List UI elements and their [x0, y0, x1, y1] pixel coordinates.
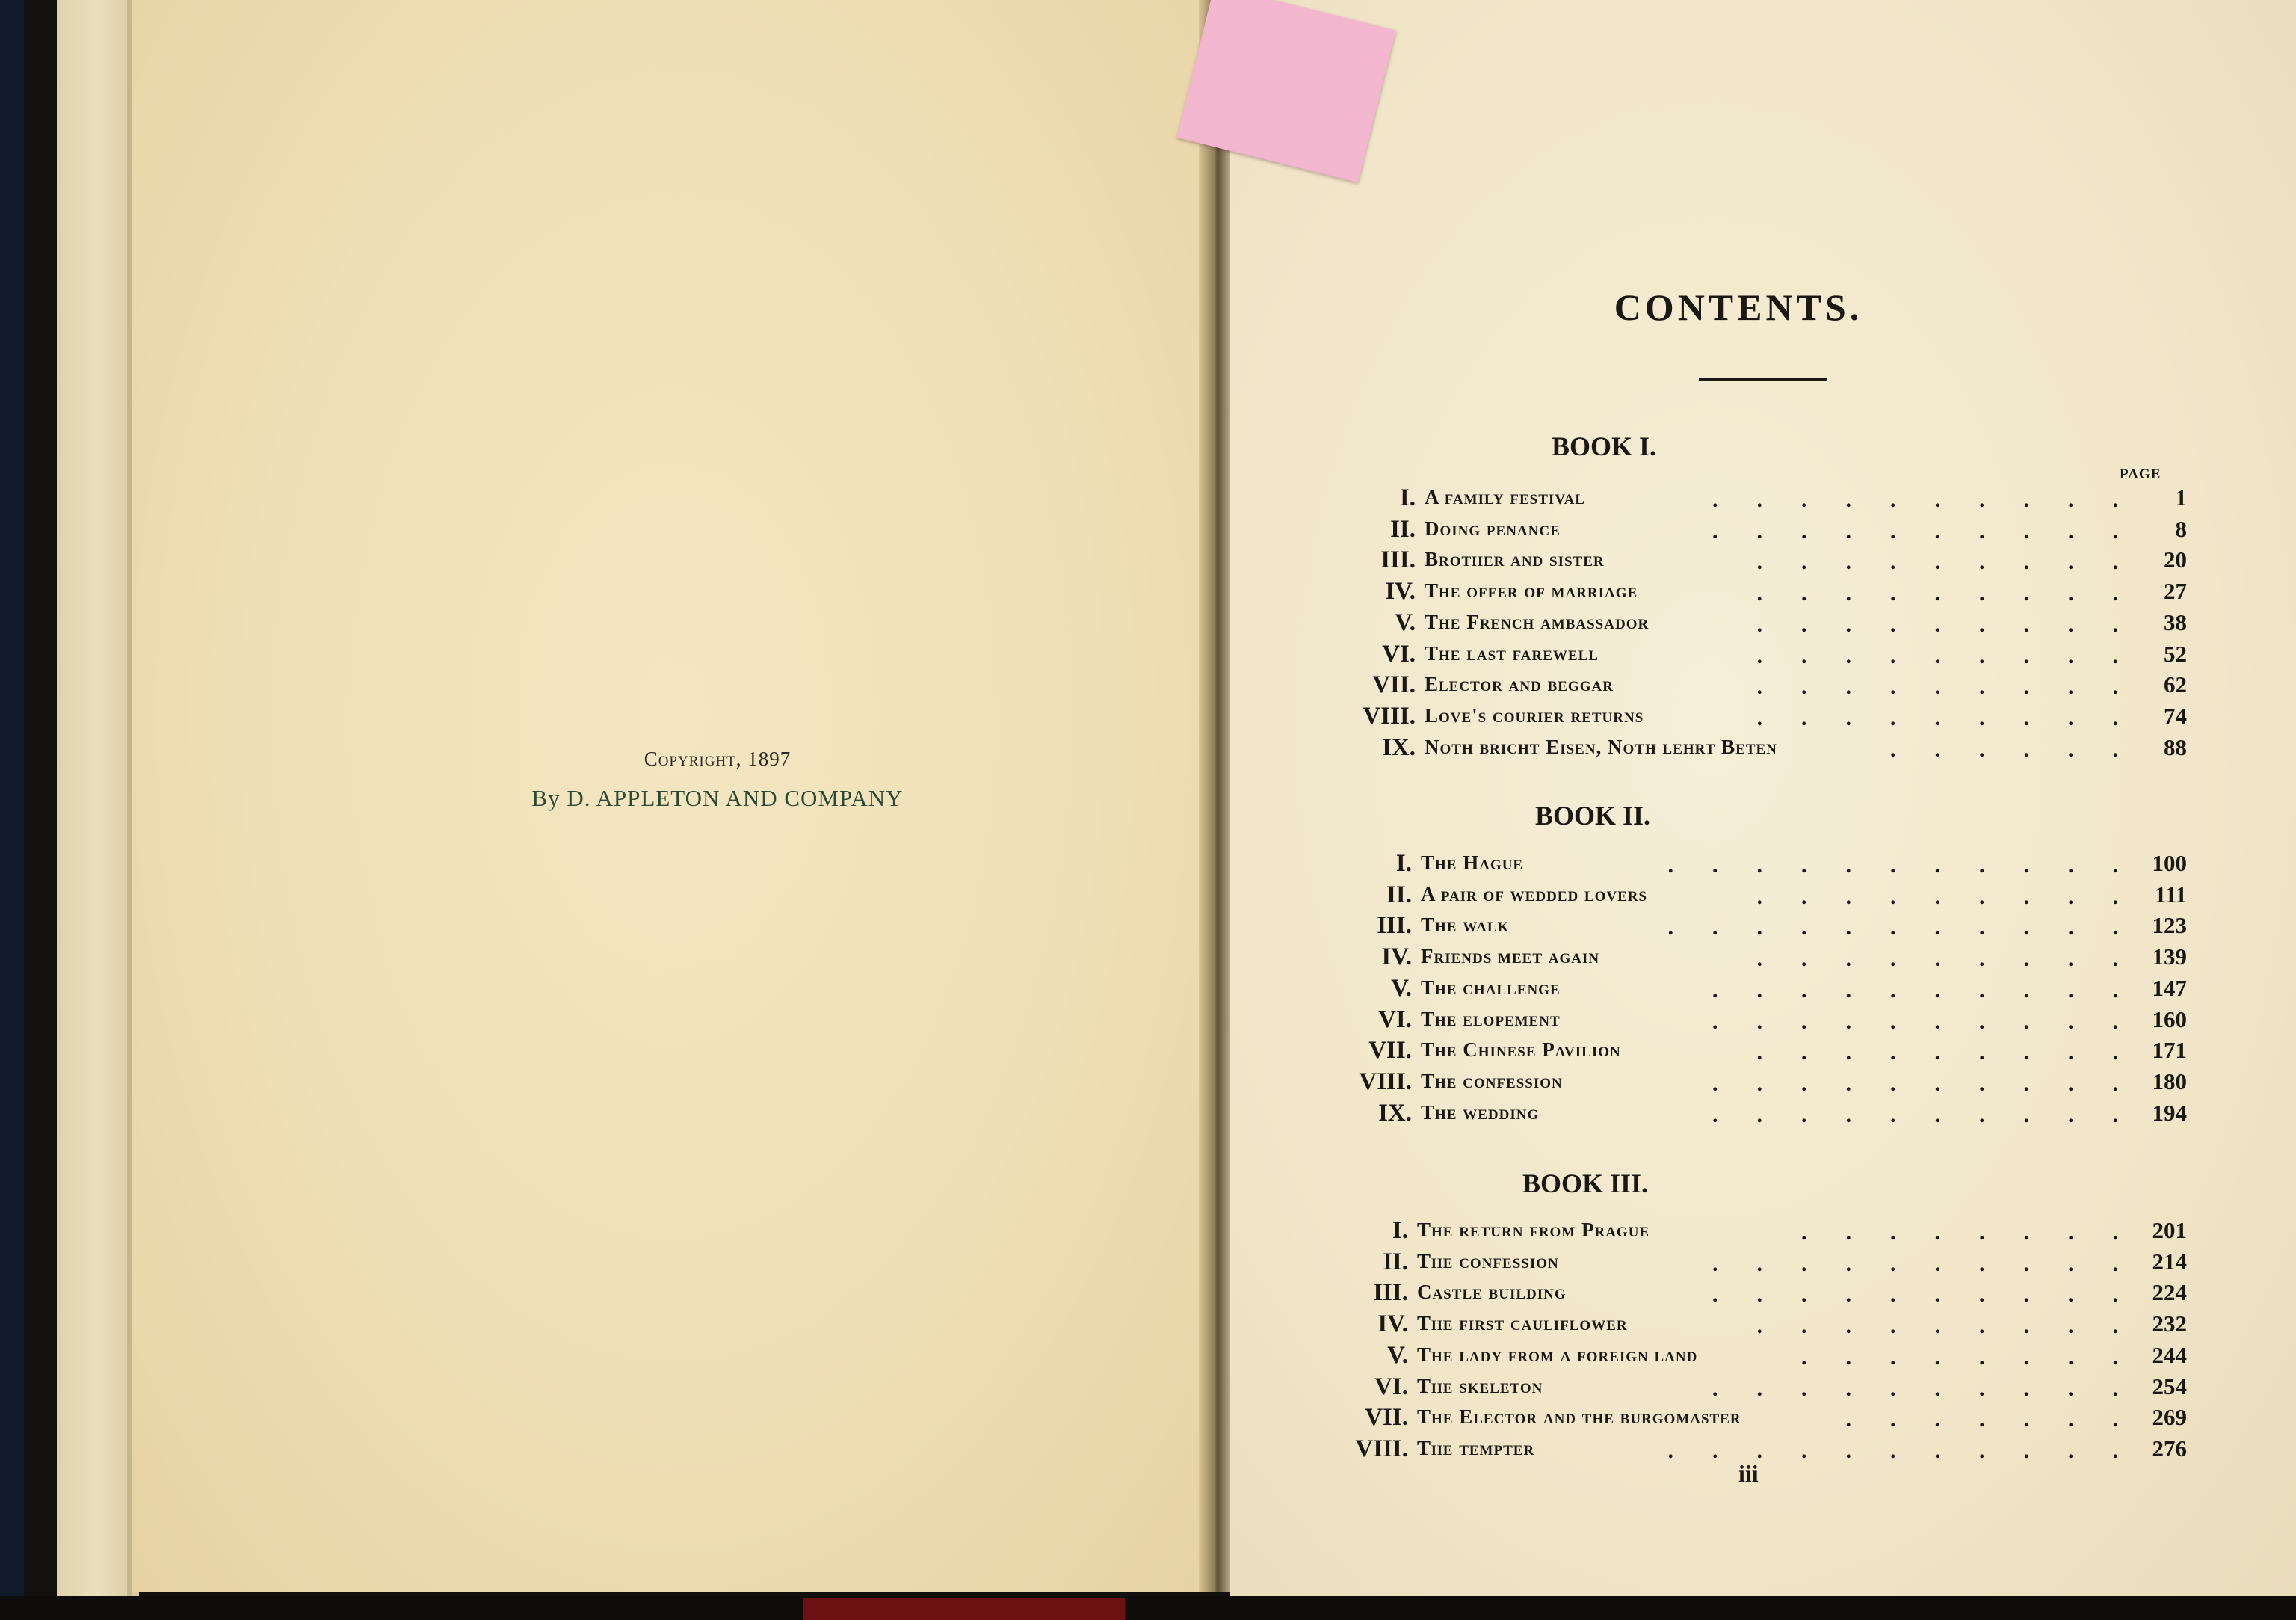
dot-leader: ......	[1890, 737, 2157, 762]
chapter-number: I.	[1399, 484, 1416, 511]
toc-entry	[1230, 1068, 2187, 1098]
chapter-page: 180	[2152, 1068, 2187, 1094]
chapter-page: 8	[2175, 516, 2187, 542]
toc-entry	[1230, 1373, 2187, 1403]
toc-entry	[1230, 1100, 2187, 1130]
dot-leader: ...........	[1667, 1438, 2157, 1463]
publisher-line: By D. APPLETON AND COMPANY	[531, 785, 904, 811]
chapter-page: 276	[2152, 1435, 2187, 1462]
book-heading: BOOK II.	[1534, 801, 1651, 831]
chapter-number: IV.	[1381, 943, 1412, 970]
chapter-page: 52	[2164, 641, 2187, 667]
chapter-number: VIII.	[1355, 1435, 1408, 1462]
chapter-number: II.	[1386, 881, 1412, 908]
chapter-page: 147	[2152, 975, 2187, 1001]
dot-leader: .........	[1756, 1313, 2157, 1338]
chapter-number: VIII.	[1359, 1068, 1412, 1095]
chapter-title: Castle building	[1417, 1281, 1567, 1303]
dot-leader: .........	[1756, 884, 2157, 909]
chapter-page: 88	[2164, 734, 2187, 760]
chapter-page: 214	[2152, 1248, 2187, 1275]
title-rule	[1699, 378, 1827, 381]
dot-leader: ..........	[1712, 1103, 2157, 1127]
page-folio: iii	[1738, 1460, 1759, 1487]
dot-leader: ..........	[1712, 1376, 2157, 1401]
toc-entry	[1230, 578, 2187, 608]
chapter-title: Love's courier returns	[1425, 704, 1644, 727]
chapter-title: A pair of wedded lovers	[1421, 883, 1648, 905]
chapter-title: The French ambassador	[1425, 611, 1650, 633]
chapter-number: V.	[1391, 975, 1412, 1002]
toc-entry	[1230, 881, 2187, 911]
chapter-title: The lady from a foreign land	[1417, 1343, 1698, 1366]
dot-leader: ..........	[1712, 487, 2157, 512]
chapter-page: 27	[2164, 578, 2187, 604]
dot-leader: .........	[1756, 946, 2157, 971]
chapter-title: The last farewell	[1425, 642, 1599, 665]
chapter-title: The tempter	[1417, 1437, 1535, 1459]
chapter-title: The confession	[1417, 1250, 1559, 1272]
chapter-number: V.	[1387, 1342, 1408, 1369]
toc-entry	[1230, 671, 2187, 701]
dot-leader: ........	[1801, 1345, 2157, 1370]
toc-entry	[1230, 1279, 2187, 1309]
chapter-title: The wedding	[1421, 1101, 1540, 1124]
dot-leader: .........	[1756, 612, 2157, 637]
chapter-page: 123	[2152, 912, 2187, 938]
bottom-edge	[0, 1596, 2296, 1620]
toc-entry	[1230, 1037, 2187, 1067]
dot-leader: .........	[1756, 706, 2157, 730]
toc-entry	[1230, 1404, 2187, 1434]
toc-entry	[1230, 1217, 2187, 1247]
chapter-number: III.	[1373, 1279, 1408, 1306]
chapter-page: 254	[2152, 1373, 2187, 1399]
chapter-page: 38	[2164, 609, 2187, 635]
chapter-title: The Hague	[1421, 851, 1524, 874]
dot-leader: ........	[1801, 1220, 2157, 1245]
chapter-number: VII.	[1372, 671, 1416, 698]
chapter-page: 1	[2175, 484, 2187, 511]
chapter-title: The walk	[1421, 914, 1510, 936]
toc-entry	[1230, 1311, 2187, 1340]
chapter-number: III.	[1380, 546, 1416, 573]
chapter-number: VI.	[1382, 641, 1416, 668]
cover-edge	[0, 0, 24, 1620]
chapter-page: 224	[2152, 1279, 2187, 1305]
dot-leader: ...........	[1667, 915, 2157, 940]
contents-title: CONTENTS.	[1614, 286, 1863, 328]
dot-leader: .........	[1756, 581, 2157, 606]
chapter-page: 232	[2152, 1311, 2187, 1337]
dot-leader: .........	[1756, 644, 2157, 668]
toc-entry	[1230, 1342, 2187, 1372]
dot-leader: ..........	[1712, 519, 2157, 543]
dot-leader: .........	[1756, 1040, 2157, 1065]
chapter-title: Friends meet again	[1421, 945, 1600, 967]
chapter-page: 244	[2152, 1342, 2187, 1368]
chapter-page: 100	[2152, 850, 2187, 876]
toc-entry	[1230, 609, 2187, 639]
toc-entry	[1230, 912, 2187, 942]
toc-entry	[1230, 1435, 2187, 1465]
dot-leader: ...........	[1667, 853, 2157, 878]
toc-entry	[1230, 1006, 2187, 1036]
chapter-number: IV.	[1385, 578, 1416, 605]
chapter-page: 74	[2164, 703, 2187, 729]
toc-entry	[1230, 484, 2187, 514]
chapter-number: I.	[1395, 850, 1412, 877]
chapter-number: IV.	[1377, 1311, 1408, 1337]
chapter-page: 171	[2152, 1037, 2187, 1063]
dot-leader: .......	[1845, 1407, 2157, 1432]
chapter-title: Elector and beggar	[1425, 673, 1614, 695]
chapter-number: VII.	[1368, 1037, 1412, 1064]
toc-entry	[1230, 734, 2187, 764]
book-heading: BOOK III.	[1522, 1168, 1649, 1198]
chapter-page: 111	[2154, 881, 2187, 908]
chapter-title: The confession	[1421, 1070, 1563, 1092]
toc-entry	[1230, 1248, 2187, 1278]
dot-leader: ..........	[1712, 1009, 2157, 1034]
page-column-label: PAGE	[2120, 466, 2161, 482]
chapter-number: III.	[1377, 912, 1412, 939]
dot-leader: ..........	[1712, 1251, 2157, 1276]
chapter-title: The Elector and the burgomaster	[1417, 1405, 1741, 1428]
chapter-number: IX.	[1382, 734, 1416, 761]
dot-leader: ..........	[1712, 978, 2157, 1003]
chapter-title: The return from Prague	[1417, 1219, 1650, 1241]
toc-entry	[1230, 975, 2187, 1005]
chapter-page: 20	[2164, 546, 2187, 573]
toc-entry	[1230, 546, 2187, 576]
chapter-title: The Chinese Pavilion	[1421, 1038, 1621, 1061]
toc-entry	[1230, 516, 2187, 546]
dot-leader: .........	[1756, 549, 2157, 574]
chapter-number: VI.	[1378, 1006, 1412, 1033]
red-binding-strip	[803, 1598, 1125, 1620]
chapter-page: 201	[2152, 1217, 2187, 1243]
chapter-title: The elopement	[1421, 1008, 1561, 1030]
chapter-number: VIII.	[1363, 703, 1416, 730]
chapter-number: II.	[1390, 516, 1416, 543]
chapter-title: The challenge	[1421, 976, 1561, 999]
chapter-number: II.	[1383, 1248, 1408, 1275]
toc-entry	[1230, 703, 2187, 733]
toc-entry	[1230, 850, 2187, 880]
chapter-number: VI.	[1374, 1373, 1408, 1400]
chapter-title: The offer of marriage	[1425, 579, 1638, 602]
chapter-title: The skeleton	[1417, 1375, 1543, 1397]
chapter-number: I.	[1392, 1217, 1408, 1244]
dot-leader: ..........	[1712, 1071, 2157, 1096]
chapter-number: V.	[1395, 609, 1416, 636]
toc-entry	[1230, 641, 2187, 671]
chapter-page: 62	[2164, 671, 2187, 697]
chapter-number: IX.	[1378, 1100, 1412, 1127]
chapter-page: 160	[2152, 1006, 2187, 1032]
dot-leader: .........	[1756, 674, 2157, 699]
copyright-line: Copyright, 1897	[644, 748, 791, 770]
table-of-contents	[1230, 0, 2296, 1596]
chapter-number: VII.	[1365, 1404, 1408, 1431]
dot-leader: ..........	[1712, 1282, 2157, 1307]
chapter-page: 139	[2152, 943, 2187, 970]
book-gutter	[1199, 0, 1233, 1592]
chapter-page: 269	[2152, 1404, 2187, 1430]
toc-entry	[1230, 943, 2187, 973]
chapter-page: 194	[2152, 1100, 2187, 1126]
book-heading: BOOK I.	[1551, 431, 1657, 461]
chapter-title: Noth bricht Eisen, Noth lehrt Beten	[1425, 736, 1777, 758]
chapter-title: The first cauliflower	[1417, 1312, 1628, 1334]
chapter-title: A family festival	[1425, 486, 1585, 508]
chapter-title: Doing penance	[1425, 517, 1561, 540]
chapter-title: Brother and sister	[1425, 548, 1605, 570]
